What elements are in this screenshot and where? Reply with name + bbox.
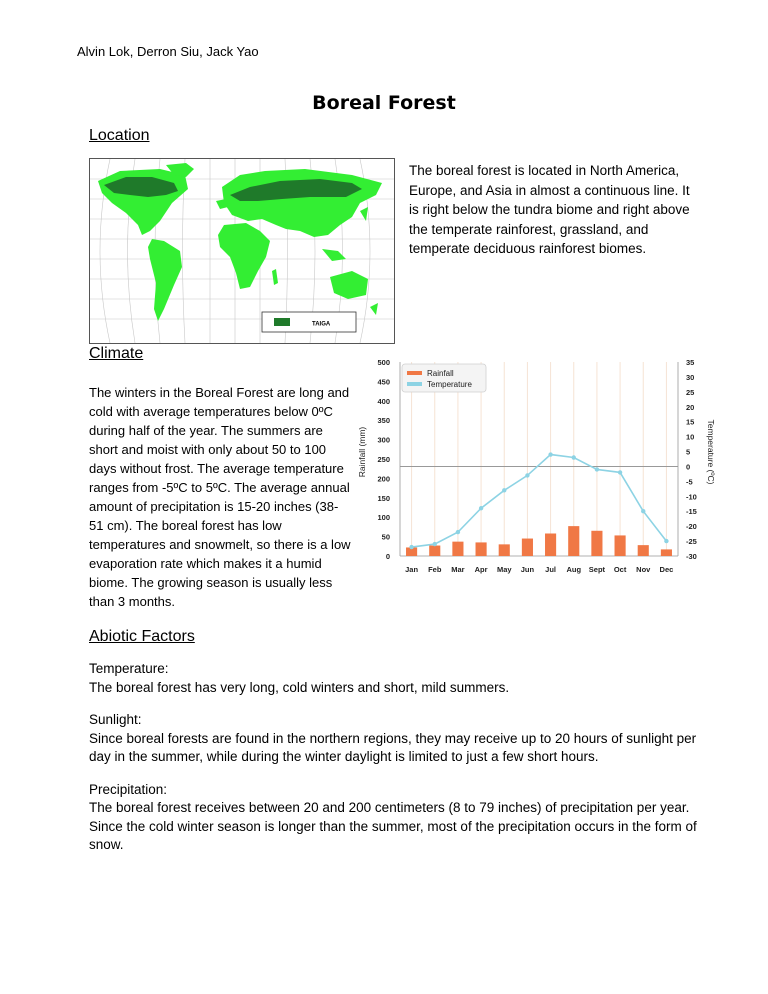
temperature-point	[502, 488, 506, 492]
climate-paragraph: The winters in the Boreal Forest are long and cold with average temperatures below 0ºC during half of the year. The summers are short and moist with only about 50 to 100 days without frost. The average temperature ranges from -5ºC to 5ºC. The average annual amount of precipitation is 15-20 inches (38-51 cm). The boreal forest has low temperatures and snowmelt, so there is a low evaporation rate which makes it a humid biome. The growing season is usually less than 3 months.	[89, 385, 351, 609]
x-tick-label: Oct	[613, 565, 627, 574]
temperature-point	[548, 452, 552, 456]
legend-swatch	[407, 371, 422, 375]
y2-tick-label: 15	[686, 417, 695, 427]
x-tick-label: Dec	[659, 565, 674, 574]
y-tick-label: 150	[377, 493, 390, 503]
y-tick-label: 300	[377, 435, 390, 445]
legend-label: Rainfall	[427, 369, 454, 378]
location-heading: Location	[89, 127, 150, 144]
x-tick-label: Jun	[520, 565, 535, 574]
y2-tick-label: 5	[686, 447, 691, 457]
temperature-point	[409, 545, 413, 549]
x-tick-label: Feb	[428, 565, 442, 574]
x-tick-label: Jul	[545, 565, 557, 574]
factor-sunlight	[89, 711, 709, 767]
climate-chart	[352, 352, 722, 584]
factor-temperature	[89, 660, 709, 697]
document-title: Boreal Forest	[312, 92, 456, 114]
factor-text: Since boreal forests are found in the northern regions, they may receive up to 20 hours of sunlight per day in the summer, while during the winter daylight is limited to just a few short hours.	[89, 730, 697, 764]
legend-label: Temperature	[427, 380, 472, 389]
temperature-point	[433, 542, 437, 546]
x-tick-label: Sept	[588, 565, 606, 574]
y2-tick-label: -25	[686, 537, 697, 547]
climate-heading: Climate	[89, 345, 144, 362]
temperature-point	[641, 509, 645, 513]
y-axis-label: Rainfall (mm)	[357, 426, 367, 478]
y2-tick-label: 35	[686, 358, 695, 367]
rainfall-bar	[452, 542, 463, 556]
location-paragraph: The boreal forest is located in North America, Europe, and Asia in almost a continuous line. It is right below the tundra biome and right above the temperate rainforest, grassland, and temperate deciduous rainforest biomes.	[409, 163, 690, 256]
x-tick-label: Mar	[451, 565, 465, 574]
factor-label: Precipitation:	[89, 781, 168, 797]
factor-text: The boreal forest receives between 20 and 200 centimeters (8 to 79 inches) of precipitation per year. Since the cold winter season is longer than the summer, most of the precipitation occurs in the form of snow.	[89, 800, 697, 852]
rainfall-bar	[522, 539, 533, 556]
y2-tick-label: 0	[686, 462, 691, 472]
abiotic-heading: Abiotic Factors	[89, 628, 195, 645]
temperature-point	[595, 467, 599, 471]
temperature-point	[618, 470, 622, 474]
y2-tick-label: 30	[686, 372, 695, 382]
y2-tick-label: -15	[686, 507, 697, 517]
factor-label: Sunlight:	[89, 712, 142, 727]
climate-chart-svg	[352, 352, 722, 584]
y-tick-label: 400	[377, 396, 390, 406]
y2-tick-label: 10	[686, 432, 695, 442]
y-tick-label: 450	[377, 377, 390, 387]
factor-text: The boreal forest has very long, cold winters and short, mild summers.	[89, 679, 510, 695]
factor-precipitation	[89, 781, 709, 855]
x-tick-label: May	[496, 565, 512, 574]
temperature-point	[572, 455, 576, 459]
y-tick-label: 200	[377, 474, 390, 484]
y2-tick-label: -10	[686, 492, 697, 502]
y2-tick-label: -5	[686, 477, 693, 487]
y2-tick-label: 20	[686, 402, 695, 412]
x-tick-label: Nov	[636, 565, 651, 574]
legend-swatch	[407, 382, 422, 386]
y2-axis-label: Temperature (ºC)	[706, 419, 716, 485]
rainfall-bar	[638, 545, 649, 556]
taiga-legend-swatch	[274, 318, 290, 326]
rainfall-bar	[661, 549, 672, 556]
rainfall-bar	[615, 535, 626, 556]
temperature-point	[456, 530, 460, 534]
x-tick-label: Jan	[405, 565, 419, 574]
rainfall-bar	[591, 531, 602, 556]
y2-tick-label: -20	[686, 522, 697, 532]
y-tick-label: 500	[377, 358, 390, 367]
temperature-point	[525, 473, 529, 477]
document-authors: Alvin Lok, Derron Siu, Jack Yao	[77, 44, 259, 59]
y-tick-label: 0	[385, 552, 390, 561]
temperature-point	[479, 506, 483, 510]
y2-tick-label: 25	[686, 387, 695, 397]
abiotic-factors-section	[89, 628, 709, 869]
rainfall-bar	[568, 526, 579, 556]
x-tick-label: Apr	[474, 565, 488, 574]
y-tick-label: 50	[381, 532, 390, 542]
factor-label: Temperature:	[89, 661, 169, 676]
x-tick-label: Aug	[566, 565, 582, 574]
y-tick-label: 350	[377, 416, 390, 426]
world-map	[89, 158, 395, 344]
y-tick-label: 250	[377, 455, 390, 464]
y2-tick-label: -30	[686, 552, 697, 561]
rainfall-bar	[499, 544, 510, 556]
map-legend-label: TAIGA	[312, 321, 331, 328]
y-tick-label: 100	[377, 513, 390, 523]
rainfall-bar	[429, 546, 440, 556]
world-map-image	[90, 159, 394, 343]
rainfall-bar	[476, 542, 487, 556]
rainfall-bar	[545, 533, 556, 556]
temperature-point	[664, 539, 668, 543]
